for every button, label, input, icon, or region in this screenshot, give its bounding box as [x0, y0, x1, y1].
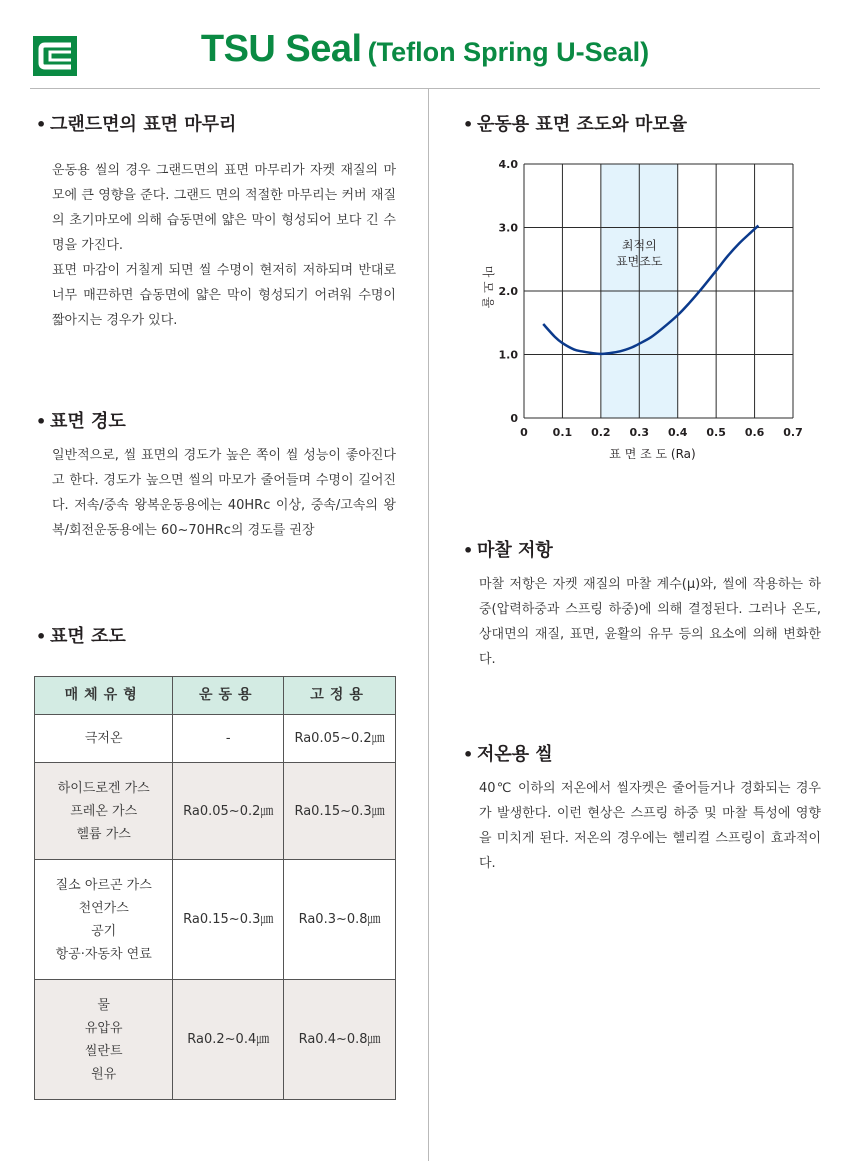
section-heading-gland-finish: [36, 110, 236, 136]
cell-static: Ra0.4~0.8㎛: [284, 980, 396, 1100]
x-axis-label: 표 면 조 도 (Ra): [609, 447, 696, 461]
section-heading-roughness: [36, 622, 126, 648]
section-heading-friction: [463, 536, 553, 562]
y-tick-label: 0: [510, 412, 518, 425]
y-tick-label: 1.0: [498, 348, 518, 362]
bullet: •: [463, 541, 474, 560]
y-tick-label: 2.0: [498, 285, 518, 298]
header-media-type: 매체유형: [35, 677, 173, 715]
header-divider: [30, 88, 820, 89]
bullet: •: [36, 627, 47, 646]
x-tick-label: 0.4: [667, 426, 688, 439]
table-row: [35, 763, 396, 860]
friction-text: 마찰 저항은 자켓 재질의 마찰 계수(μ)와, 씰에 작용하는 하중(압력하중과 스프링 하중)에 의해 결정된다. 그러나 온도, 상대면의 재질, 표면, 윤활의 유무 등의 요소에 의해 변화한다.: [479, 577, 821, 667]
section-title: 저온용 씰: [477, 744, 553, 765]
x-tick-label: 0.5: [706, 426, 726, 439]
x-tick-label: 0.3: [629, 426, 650, 439]
bullet: •: [463, 745, 474, 764]
page-title-main: TSU Seal: [200, 28, 362, 70]
section-heading-low-temp: [463, 740, 553, 766]
x-tick-label: 0.6: [744, 426, 765, 439]
cell-media: 하이드로겐 가스 프레온 가스 헬륨 가스: [35, 763, 173, 860]
section-heading-motion-wear: [463, 110, 687, 136]
y-axis-label: 마 모 율: [481, 265, 495, 309]
optimal-band-label-line1: 최적의: [621, 238, 657, 253]
bullet: •: [463, 115, 474, 134]
cell-static: Ra0.05~0.2㎛: [284, 715, 396, 763]
cell-static: Ra0.3~0.8㎛: [284, 860, 396, 980]
x-tick-label: 0.1: [552, 426, 573, 439]
page-title: [0, 28, 850, 71]
roughness-table: [34, 676, 396, 1100]
section-title: 마찰 저항: [477, 540, 553, 561]
x-tick-label: 0: [520, 426, 528, 439]
header-static: 고정용: [284, 677, 396, 715]
cell-dynamic: Ra0.05~0.2㎛: [173, 763, 284, 860]
optimal-band-label-line2: 표면조도: [616, 254, 663, 269]
x-tick-label: 0.7: [783, 426, 803, 439]
wear-rate-chart: [470, 150, 820, 470]
cell-dynamic: Ra0.2~0.4㎛: [173, 980, 284, 1100]
hardness-text: 일반적으로, 씰 표면의 경도가 높은 쪽이 씰 성능이 좋아진다고 한다. 경도가 높으면 씰의 마모가 줄어들며 수명이 길어진다. 저속/중속 왕복운동용에는 40HRc 이상, 중속/고속의 왕복/회전운동용에는 60~70HRc의 경도를 권장: [52, 448, 396, 538]
section-heading-hardness: [36, 407, 126, 433]
bullet: •: [36, 412, 47, 431]
table-row: [35, 715, 396, 763]
gland-finish-text: [52, 158, 396, 333]
cell-static: Ra0.15~0.3㎛: [284, 763, 396, 860]
y-tick-label: 3.0: [498, 221, 518, 235]
header-dynamic: 운동용: [173, 677, 284, 715]
cell-media: 극저온: [35, 715, 173, 763]
table-header-row: [35, 677, 396, 715]
page-title-sub: (Teflon Spring U-Seal): [367, 37, 650, 67]
paragraph: 표면 마감이 거칠게 되면 씰 수명이 현저히 저하되며 반대로 너무 매끈하면 습동면에 얇은 막이 형성되기 어려워 수명이 짧아지는 경우가 있다.: [52, 263, 396, 328]
table-row: [35, 980, 396, 1100]
low-temp-text: 40℃ 이하의 저온에서 씰자켓은 줄어들거나 경화되는 경우가 발생한다. 이런 현상은 스프링 하중 및 마찰 특성에 영향을 미치게 된다. 저온의 경우에는 헬리컬 스프링이 효과적이다.: [479, 781, 821, 871]
wear-rate-chart-svg: [470, 150, 820, 470]
cell-media: 질소 아르곤 가스 천연가스 공기 항공·자동차 연료: [35, 860, 173, 980]
section-title: 표면 경도: [50, 411, 126, 432]
section-title: 운동용 표면 조도와 마모율: [477, 114, 688, 135]
section-title: 그랜드면의 표면 마무리: [50, 114, 237, 135]
cell-dynamic: -: [173, 715, 284, 763]
section-title: 표면 조도: [50, 626, 126, 647]
table-row: [35, 860, 396, 980]
paragraph: 운동용 씰의 경우 그랜드면의 표면 마무리가 자켓 재질의 마모에 큰 영향을 준다. 그랜드 면의 적절한 마무리는 커버 재질의 초기마모에 의해 습동면에 얇은 막이 형성되어 보다 긴 수명을 가진다.: [52, 163, 396, 253]
column-divider: [428, 89, 429, 1161]
y-tick-label: 4.0: [498, 158, 518, 171]
bullet: •: [36, 115, 47, 134]
cell-dynamic: Ra0.15~0.3㎛: [173, 860, 284, 980]
x-tick-label: 0.2: [591, 426, 611, 439]
cell-media: 물 유압유 씰란트 원유: [35, 980, 173, 1100]
